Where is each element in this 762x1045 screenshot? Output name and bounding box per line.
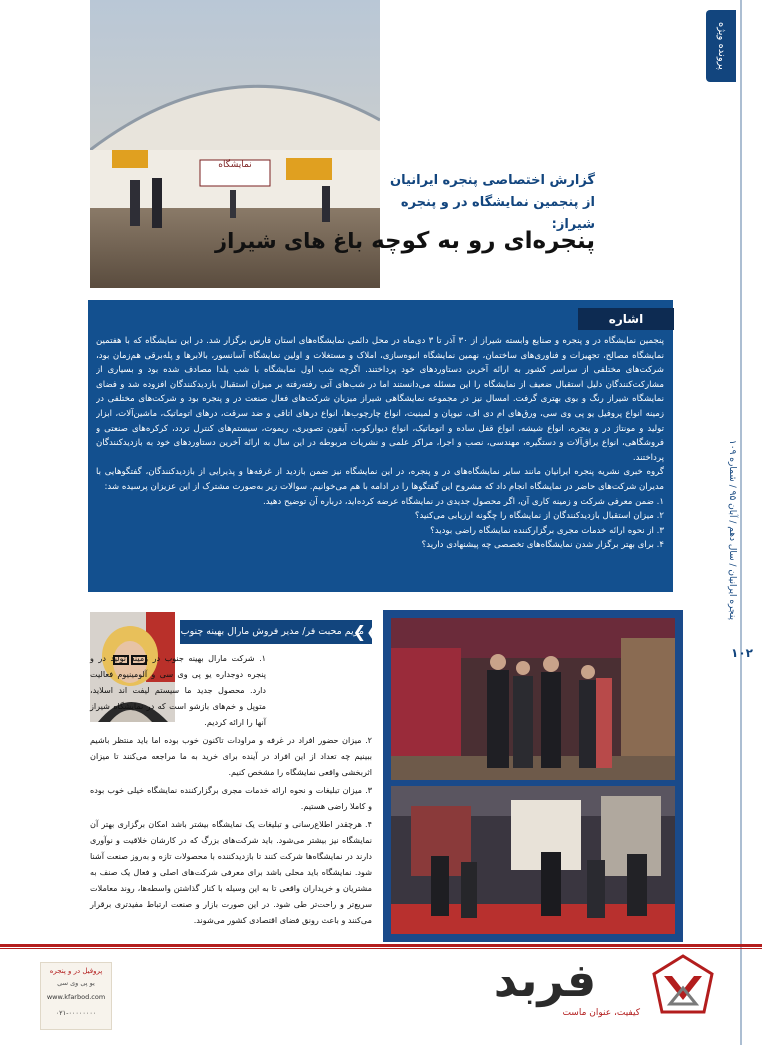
advertiser-box: [40, 962, 112, 1030]
intro-question-3: ۳. از نحوه ارائه خدمات مجری برگزارکننده نمایشگاه راضی بودید؟: [430, 525, 664, 536]
hero-banner-text: نمایشگاه: [218, 160, 252, 170]
headline-part1: پنجره‌ای رو به کوچه: [371, 228, 595, 254]
answer-2: ۲. میزان حضور افراد در غرفه و مراودات تاکنون خوب بوده اما باید منتظر باشیم ببینیم چه تعداد از این افراد در آینده برای خرید به ما مراجعه می‌کنند تا میزان اثربخشی واقعی نمایشگاه را مشخص کنیم.: [90, 735, 372, 777]
intro-question-2: ۲. میزان استقبال بازدیدکنندگان از نمایشگاه را چگونه ارزیابی می‌کنید؟: [414, 511, 664, 522]
interview-answers: [90, 650, 372, 940]
brand-wordmark: فربد: [493, 953, 597, 1007]
ad-line-1: پروفیل در و پنجره: [49, 967, 103, 975]
brand-slogan: کیفیت، عنوان ماست: [562, 1008, 640, 1018]
exhibition-crowd-photo: [391, 786, 675, 934]
answer-4: ۴. هرچقدر اطلاع‌رسانی و تبلیغات یک نمایشگاه بیشتر باشد امکان برگزاری بهتر آن نمایشگاه نیز بیشتر می‌شود. باید شرکت‌های بزرگ که در کارشان خلاقیت و نوآوری دارند در نمایشگاه‌ها شرکت کنند تا بازدیدکننده با محصولات تازه و به‌روز صنعت آشنا شود. نمایشگاه باید محلی باشد برای معرفی شرکت‌های اصلی و فعال یک صنف به مشتریان و خریداران واقعی تا به این وسیله با کنار گذاشتن واسطه‌ها، روند معاملات سریع‌تر و راحت‌تر طی شود. در این صورت بازار و صنعت ارتباط مفیدتری برقرار می‌کنند و باعث رونق فضای اقتصادی کشور می‌شوند.: [90, 819, 372, 925]
ad-phone: ۰۲۱-۰۰۰۰۰۰۰۰: [55, 1009, 97, 1017]
footer-rule: [0, 944, 762, 947]
chevron-double-icon: ❮❮: [352, 622, 380, 641]
speaker-title-bar: مریم محبت فر/ مدیر فروش مارال بهینه چنوب: [180, 620, 372, 644]
answer-3: ۳. میزان تبلیغات و نحوه ارائه خدمات مجری برگزارکننده نمایشگاه خیلی خوب بوده و کاملا راضی هستیم.: [90, 785, 372, 811]
answer-1: ۱. شرکت مارال بهینه جنوب در زمینه تولید در و پنجره دوجداره یو پی وی سی و آلومینیوم فعالیت دارد. محصول جدید ما سیستم لیفت اند اسلاید، متوپل و خم‌های بازشو است که در نمایشگاه شیراز آنها را ارائه کردیم.: [90, 653, 266, 727]
section-tab-label: پرونده ویژه: [716, 22, 727, 70]
brand-logo-icon: [652, 954, 714, 1018]
kicker-line1: گزارش اختصاصی پنجره ایرانیان: [389, 173, 595, 188]
intro-question-4: ۴. برای بهتر برگزار شدن نمایشگاه‌های تخصصی چه پیشنهادی دارید؟: [421, 540, 664, 551]
intro-paragraph-1: پنجمین نمایشگاه در و پنجره و صنایع وابسته شیراز از ۳۰ آذر تا ۳ دی‌ماه در محل دائمی نمایشگاه‌های استان فارس برگزار شد. در این نمایشگاه که با هفتمین نمایشگاه مصالح، تجهیزات و فناوری‌های ساختمان، نهمین نمایشگاه انبوه‌سازی، املاک و مستغلات و اولین نمایشگاه آسانسور، بالابرها و پله‌برقی هم‌زمان بود، شرکت‌های مختلفی از سراسر کشور به ارائه آخرین دستاوردهای خود پرداختند. اگرچه شب اول نمایشگاه با شب یلدا مصادف شده بود و بسیاری از مشارکت‌کنندگان دلیل استقبال ضعیف از نمایشگاه را این مسئله می‌دانستند اما در شب‌های آتی رفته‌رفته بر میزان استقبال بازدیدکنندگان افزوده شد و فضای نمایشگاه شیراز رنگ و بوی بهتری گرفت. امسال نیز در مجموعه نمایشگاهی شیراز میزبان شرکت‌های فعال صنعت در و پنجره بود و شرکت‌های مختلفی در زمینه انواع پروفیل یو پی وی سی، ورق‌های ام دی اف، تیوپان و لمینیت، انواع چارچوب‌ها، انواع درهای اتاقی و ضد سرقت، درهای اتوماتیک، ماشین‌آلات، ابزار تولید و مونتاژ در و پنجره، انواع شیشه، انواع قفل ساده و اتوماتیک، انواع دیوارکوب، آیفون تصویری، ریموت، سیستم‌های کنترل تردد، کرکره‌های صنعتی و فروشگاهی، انواع یراق‌آلات و دستگیره، مهندسی، نصب و اجرا، مراکز علمی و نشریات مربوطه در این سال به ارائه آخرین دستاوردهای خود به بازدیدکنندگان پرداختند.: [96, 336, 664, 463]
ad-line-2: یو پی وی سی: [57, 979, 95, 987]
intro-question-1: ۱. ضمن معرفی شرکت و زمینه کاری آن، اگر محصول جدیدی در نمایشگاه عرضه کرده‌اید، درباره آن توضیح دهید.: [263, 496, 664, 507]
intro-text: [96, 334, 664, 584]
page-number: ۱۰۲: [731, 646, 753, 660]
headline-part2: باغ های شیراز: [215, 229, 364, 253]
intro-label: اشاره: [578, 308, 674, 330]
issue-info-label: پنجره ایرانیان / سال دهم / آبان ۹۵ / شماره ۱۰۹: [727, 439, 737, 621]
footer-rule-thin: [0, 948, 762, 949]
ad-site: www.kfarbod.com: [46, 993, 106, 1001]
headline: [210, 224, 595, 258]
issue-info: [722, 420, 742, 640]
intro-paragraph-2: گروه خبری نشریه پنجره ایرانیان مانند سایر نمایشگاه‌های در و پنجره، در این نمایشگاه نیز ضمن بازدید از غرفه‌ها و پذیرایی از بازدیدکنندگان، گفتگوهایی با مدیران شرکت‌های حاضر در نمایشگاه انجام داد که مشروح این گفتگوها را در ادامه با هم می‌خوانیم. سوالات زیر به‌صورت مشترک از این عزیزان پرسیده شد:: [96, 467, 664, 492]
section-tab: [706, 10, 736, 82]
booth-team-photo: [391, 618, 675, 780]
kicker-line2: از پنجمین نمایشگاه در و پنجره شیراز:: [400, 195, 595, 232]
